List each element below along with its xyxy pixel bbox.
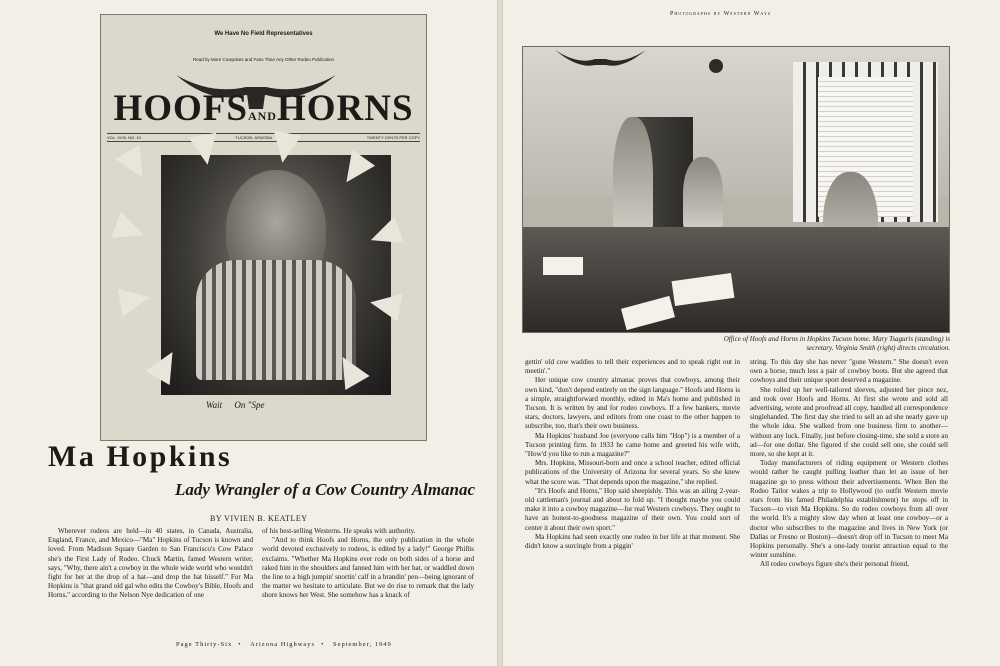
cover-caption [206, 400, 274, 410]
right-column-2 [750, 358, 948, 570]
right-column-1 [525, 358, 740, 551]
pennant-flag [115, 145, 154, 185]
paragraph: Today manufacturers of riding equipment or Western clothes would rather be caught pulling leather than let an issue of her magazine go to press without their advertisements. When Ben the Rodeo Tailor wakes a trip to Hollywood (to outfit Western movie stars from his famed Philadelphia establishment) he stops off in Tucson—to visit Ma Hopkins. So do rodeo cowboys from all over the world. It's a mighty slow day when at least one cowboy—or a doctor who subscribes to the magazine and lives in New York (or Dallas or Fresno or Boston)—doesn't drop off in Tucson to meet Ma Hopkins personally. She's a one-lady tourist attraction equal to the winter sunshine. [750, 459, 948, 560]
page-footer: Page Thirty-Six • Arizona Highways • September, 1949 [176, 641, 392, 648]
paragraph: Her unique cow country almanac proves that cowboys, among their own kind, "don't depend entirely on the sign language." Hoofs and Horns is a simple, straightforward monthly, edited in Ma's home and published in Tucson. It is written by and for rodeo cowboys. If a few bankers, movie stars, doctors, lawyers, and editors from one coast to the other happen to subscribe, too, that's their own business. [525, 376, 740, 431]
paragraph: She rolled up her well-tailored sleeves, adjusted her pince nez, and took over Hoofs and Horns. At first she wrote and sold all advertising, wrote and proofread all copy, handled all correspondence singlehanded. The first day she tried to sell an ad she nearly gave up the whole idea. She walked from one business firm to another—without any luck. Finally, just before closing-time, she sold a store an ad—for one dollar. She figured if she could sell one, she could sell more, so she kept at it. [750, 385, 948, 459]
masthead-hoofs: HOOFS [113, 88, 248, 129]
paragraph: Mrs. Hopkins, Missouri-born and once a school teacher, edited official publications of the University of Arizona for several years. So she knew what the score was. "That depends upon the magazine," she replied. [525, 459, 740, 486]
office-desk [523, 227, 949, 332]
cover-issue-line [107, 133, 420, 142]
left-column-2 [262, 527, 474, 601]
cover-price: TWENTY CENTS PER COPY [366, 135, 420, 140]
cover-read-by: Read by More Cowpokes and Fans Than Any Other Rodeo Publication [193, 57, 334, 62]
photo-caption: Office of Hoofs and Horns in Hopkins Tucson home. Mary Tsaguris (standing) is secretary. Virginia Smith (right) directs circulation. [723, 335, 950, 352]
cover-caption-2: On "Spe [234, 400, 265, 410]
cover-volume: VOL. XVIII, NO. 10 [107, 135, 141, 140]
paragraph: Wherever rodeos are held—in 40 states, in Canada, Australia, England, France, and Mexico—"Ma" Hopkins of Tucson is known and loved. From Madison Square Garden to San Francisco's Cow Palace she's the First Lady of Rodeo. Chuck Martin, famed Western writer, says, "Why, there ain't a cowboy in the whole wide world who wouldn't fight for her at the drop of a hat—and drop the hat hisself." For Ma Hopkins is "that grand old gal who edits the Cowboy's Bible, Hoofs and Horns," according to the Nelson Nye dedication of one [48, 527, 253, 600]
footer-magazine: Arizona Highways [250, 641, 316, 648]
cover-no-field-reps: We Have No Field Representatives [214, 31, 313, 37]
masthead-and: AND [247, 109, 277, 123]
footer-date: September, 1949 [332, 641, 392, 648]
footer-page: Page Thirty-Six [176, 641, 233, 648]
paragraph: string. To this day she has never "gone Western." She doesn't even own a horse, much less a pair of cowboy boots. But she agreed that cowboys and their unique sport deserved a magazine. [750, 358, 948, 385]
paragraph: All rodeo cowboys figure she's their personal friend, [760, 560, 910, 569]
seated-woman [683, 157, 723, 237]
paragraph: gettin' old cow waddies to tell their experiences and to speak right out in meetin'." [525, 358, 740, 376]
article-byline: BY VIVIEN B. KEATLEY [210, 514, 308, 523]
cover-masthead [101, 87, 426, 130]
paragraph: Ma Hopkins had seen exactly one rodeo in her life at that moment. She didn't know a surcingle from a piggin' [525, 532, 740, 551]
paragraph: of his best-selling Westerns. He speaks with authority. [262, 527, 416, 535]
pennant-flag [269, 131, 302, 165]
cover-caption-1: Wait [206, 400, 223, 410]
paragraph: "It's Hoofs and Horns," Hop said sheepishly. This was an ailing 2-year-old cattleman's journal and about to fold up. "I thought maybe you could make it into a cowboy magazine—for real Western cowboys. They ought to have an honest-to-goodness magazine of their own. You could sort of center it about their own sport." [525, 486, 740, 532]
longhorn-mount-icon [553, 47, 648, 69]
masthead-horns: HORNS [276, 88, 414, 129]
pennant-flag [111, 212, 149, 249]
desk-papers [543, 257, 583, 275]
paragraph: Ma Hopkins' husband Joe (everyone calls him "Hop") is a member of a Tucson printing firm. In 1933 he came home and greeted his wife with, "How'd you like to run a magazine?" [525, 431, 740, 459]
article-subheadline: Lady Wrangler of a Cow Country Almanac [175, 480, 476, 499]
cover-location: TUCSON, ARIZONA [235, 135, 273, 140]
article-headline: Ma Hopkins [48, 440, 233, 473]
paragraph: "And to think Hoofs and Horns, the only publication in the whole world devoted exclusively to rodeos, is edited by a lady!" George Phillis exclaims. "Whether Ma Hopkins ever rode on both sides of a horse and raked him in the shoulders and fanned him with her hat, or waddled down the line to a high jumpin' snortin' calf in a brandin' pen—being ignorant of the matter we hesitate to articulate. But we do rise to remark that the lady shore knows her West. She somehow has a knack of [262, 536, 474, 600]
wall-lamp-icon [709, 59, 723, 73]
left-column-1 [48, 527, 253, 601]
pennant-flag [189, 133, 222, 167]
pennant-flag [118, 284, 152, 317]
office-photo [522, 46, 950, 333]
pennant-flag [368, 289, 402, 322]
photo-credit: Photographs by Western Ways [670, 11, 772, 17]
magazine-cover-photo [100, 14, 427, 441]
